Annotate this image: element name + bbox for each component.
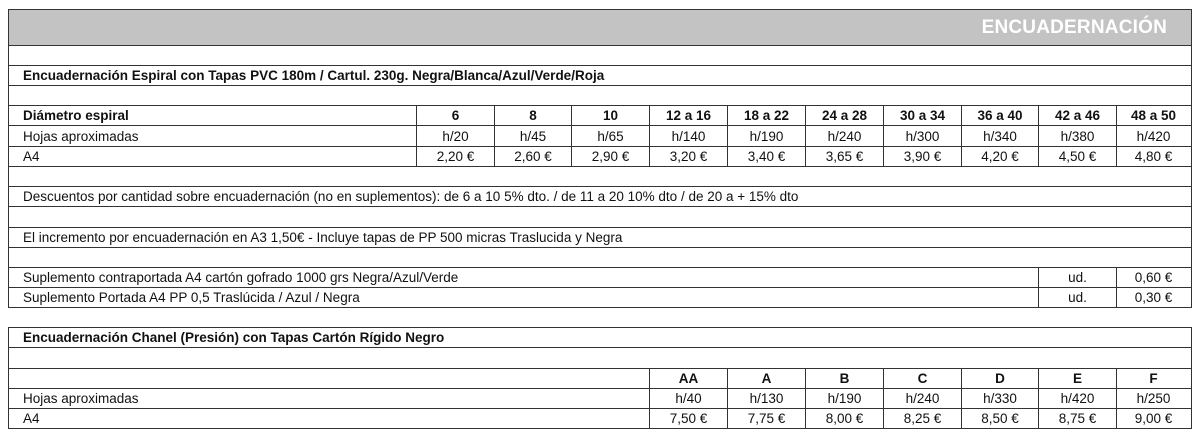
supplement-unit: ud. [1038, 288, 1116, 307]
supplement-unit: ud. [1038, 268, 1116, 287]
price-cell: 8,75 € [1038, 409, 1116, 428]
size-cell: E [1038, 369, 1116, 388]
sheets-cell: h/65 [571, 126, 649, 146]
size-cell: A [727, 369, 805, 388]
price-cell: 3,20 € [649, 147, 727, 166]
diameter-cell: 18 a 22 [727, 106, 805, 125]
price-cell: 8,50 € [961, 409, 1038, 428]
size-header-row [9, 369, 1191, 389]
diameter-header-row [9, 106, 1191, 126]
size-cell: D [961, 369, 1038, 388]
sheets-cell: h/340 [961, 126, 1038, 146]
blank-row [9, 167, 1191, 187]
supplement-price: 0,60 € [1116, 268, 1190, 287]
sheets-label: Hojas aproximadas [23, 391, 139, 406]
a4-price-row [9, 409, 1191, 428]
sheets-row [9, 126, 1191, 147]
blank-row [9, 248, 1191, 268]
size-cell: C [883, 369, 961, 388]
espiral-title-row [9, 66, 1191, 86]
sheets-cell: h/240 [883, 389, 961, 408]
sheets-cell: h/300 [883, 126, 961, 146]
diameter-cell: 30 a 34 [883, 106, 961, 125]
size-cell: AA [649, 369, 727, 388]
blank-row [9, 207, 1191, 228]
espiral-title: Encuadernación Espiral con Tapas PVC 180m / Cartul. 230g. Negra/Blanca/Azul/Verde/Roja [23, 68, 605, 83]
discount-row [9, 187, 1191, 207]
sheets-cell: h/240 [805, 126, 883, 146]
diameter-label: Diámetro espiral [23, 108, 129, 123]
section-title: ENCUADERNACIÓN [981, 16, 1167, 38]
diameter-cell: 48 a 50 [1116, 106, 1190, 125]
chanel-price-table [8, 327, 1192, 429]
diameter-cell: 24 a 28 [805, 106, 883, 125]
supplement-row [9, 288, 1191, 307]
a4-label: A4 [23, 149, 40, 164]
price-cell: 8,00 € [805, 409, 883, 428]
chanel-title: Encuadernación Chanel (Presión) con Tapas Cartón Rígido Negro [23, 330, 445, 345]
diameter-cell: 36 a 40 [961, 106, 1038, 125]
sheets-cell: h/40 [649, 389, 727, 408]
discount-note: Descuentos por cantidad sobre encuadernación (no en suplementos): de 6 a 10 5% dto. / de 11 a 20 10% dto / de 20 a + 15% dto [23, 189, 799, 204]
sheets-cell: h/420 [1038, 389, 1116, 408]
a3-note-row [9, 228, 1191, 248]
espiral-price-table [8, 9, 1192, 308]
sheets-cell: h/190 [727, 126, 805, 146]
price-cell: 4,80 € [1116, 147, 1190, 166]
price-cell: 3,65 € [805, 147, 883, 166]
blank-row [9, 46, 1191, 66]
diameter-cell: 42 a 46 [1038, 106, 1116, 125]
a4-price-row [9, 147, 1191, 167]
price-cell: 8,25 € [883, 409, 961, 428]
diameter-cell: 10 [571, 106, 649, 125]
sheets-cell: h/45 [494, 126, 571, 146]
supplement-label: Suplemento contraportada A4 cartón gofrado 1000 grs Negra/Azul/Verde [23, 270, 459, 285]
blank-row [9, 86, 1191, 106]
diameter-cell: 12 a 16 [649, 106, 727, 125]
price-cell: 2,20 € [416, 147, 494, 166]
sheets-cell: h/20 [416, 126, 494, 146]
price-cell: 7,75 € [727, 409, 805, 428]
price-cell: 9,00 € [1116, 409, 1190, 428]
sheets-row [9, 389, 1191, 409]
sheets-cell: h/380 [1038, 126, 1116, 146]
price-cell: 3,90 € [883, 147, 961, 166]
price-cell: 2,90 € [571, 147, 649, 166]
a3-note: El incremento por encuadernación en A3 1,50€ - Incluye tapas de PP 500 micras Traslucida y Negra [23, 230, 623, 245]
size-cell: B [805, 369, 883, 388]
sheets-cell: h/190 [805, 389, 883, 408]
diameter-cell: 6 [416, 106, 494, 125]
supplement-row [9, 268, 1191, 288]
supplement-price: 0,30 € [1116, 288, 1190, 307]
price-cell: 4,50 € [1038, 147, 1116, 166]
price-cell: 7,50 € [649, 409, 727, 428]
sheets-label: Hojas aproximadas [23, 128, 139, 144]
sheets-cell: h/130 [727, 389, 805, 408]
sheets-cell: h/420 [1116, 126, 1190, 146]
section-banner [9, 10, 1191, 46]
price-cell: 2,60 € [494, 147, 571, 166]
a4-label: A4 [23, 411, 40, 426]
price-cell: 4,20 € [961, 147, 1038, 166]
size-cell: F [1116, 369, 1190, 388]
diameter-cell: 8 [494, 106, 571, 125]
sheets-cell: h/330 [961, 389, 1038, 408]
blank-row [9, 348, 1191, 369]
sheets-cell: h/140 [649, 126, 727, 146]
chanel-title-row [9, 328, 1191, 348]
sheets-cell: h/250 [1116, 389, 1190, 408]
supplement-label: Suplemento Portada A4 PP 0,5 Traslúcida / Azul / Negra [23, 290, 360, 305]
price-cell: 3,40 € [727, 147, 805, 166]
